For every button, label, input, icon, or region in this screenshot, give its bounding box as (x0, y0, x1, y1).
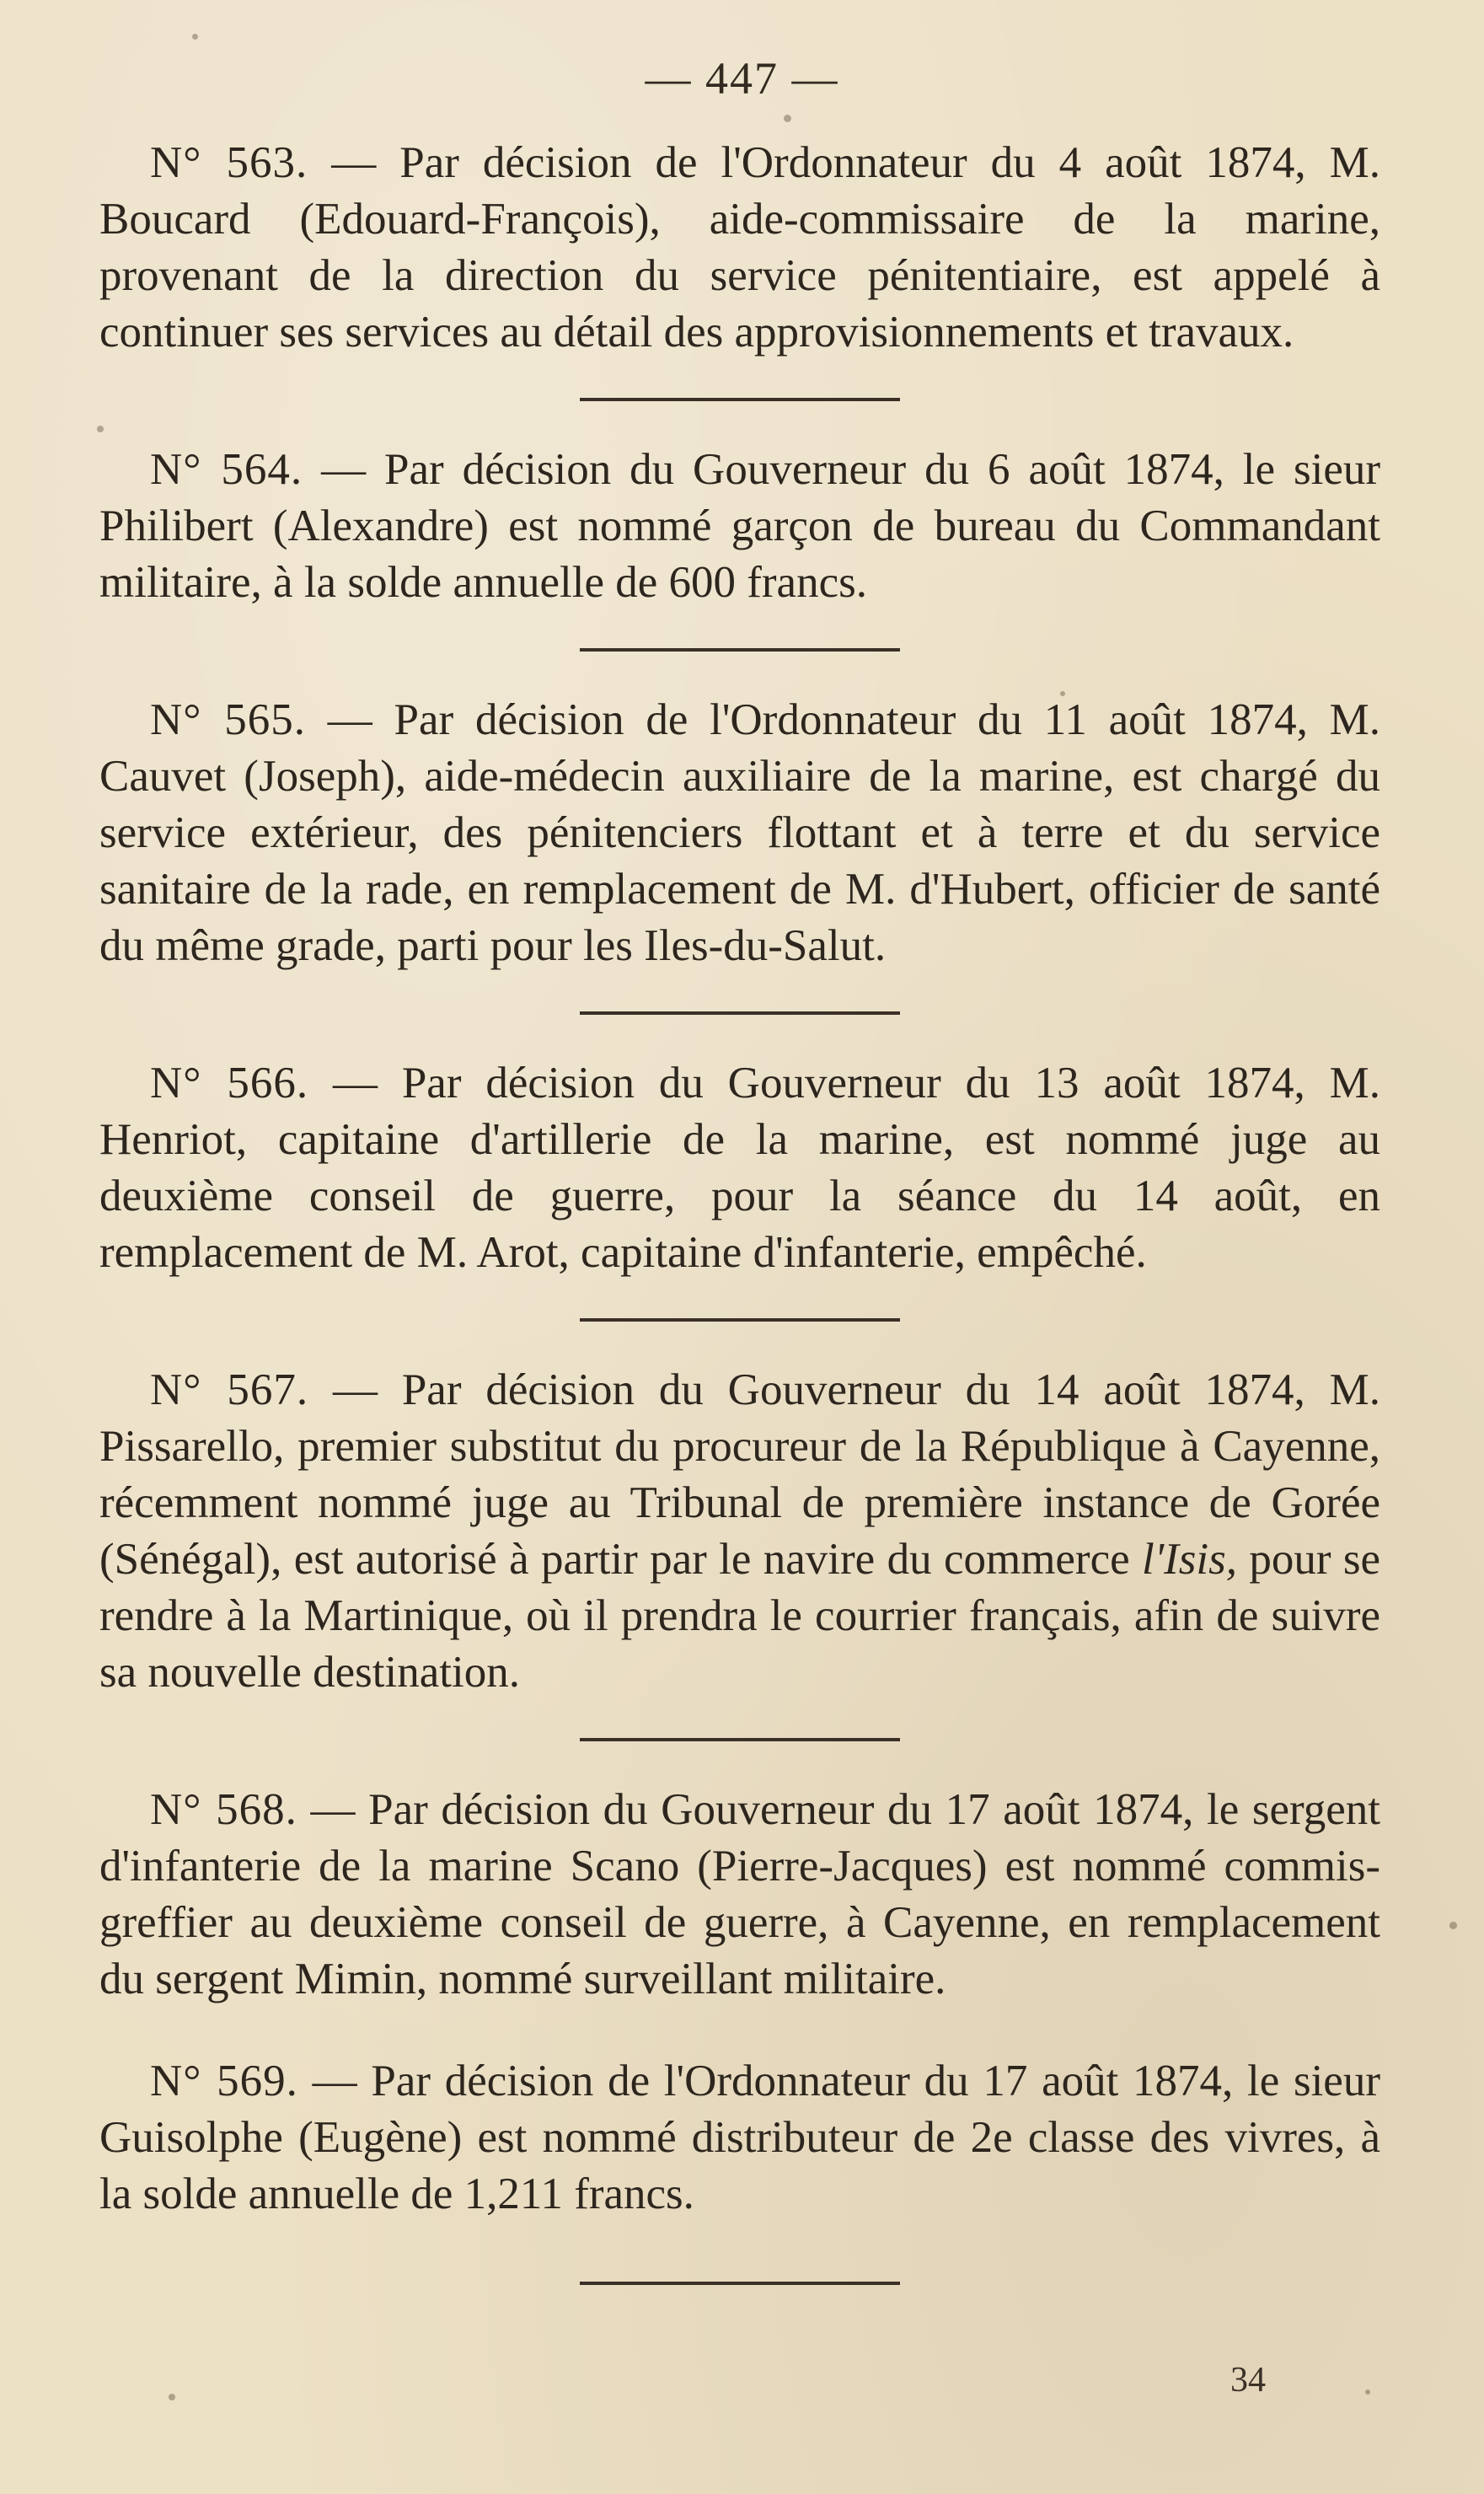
paper-speck (1060, 691, 1065, 696)
entry-text: — Par décision du Gouverneur du 13 août 1874, M. Henriot, capitaine d'artillerie de la marine, est nommé juge au deuxième conseil de guerre, pour la séance du 14 août, en remplacement de M. Arot, capitaine d'infanterie, empêché. (99, 1059, 1380, 1277)
document-body (99, 135, 1380, 2325)
entry-567 (99, 1362, 1380, 1701)
separator-rule (580, 1011, 900, 1015)
separator-rule (580, 398, 900, 401)
separator-rule (580, 1738, 900, 1741)
paper-speck (169, 2394, 175, 2400)
paper-speck (784, 115, 791, 122)
paper-speck (1365, 2389, 1370, 2395)
entry-text: — Par décision du Gouverneur du 17 août 1874, le sergent d'infanterie de la marine Scano (Pierre-Jacques) est nommé commis-greffier au deuxième conseil de guerre, à Cayenne, en remplacement du sergent Mimin, nommé surveillant militaire. (99, 1785, 1380, 2003)
entry-text: — Par décision de l'Ordonnateur du 11 août 1874, M. Cauvet (Joseph), aide-médecin auxiliaire de la marine, est chargé du service extérieur, des pénitenciers flottant et à terre et du service sanitaire de la rade, en remplacement de M. d'Hubert, officier de santé du même grade, parti pour les Iles-du-Salut. (99, 695, 1380, 970)
paper-speck (1449, 1922, 1457, 1929)
separator-rule (580, 1318, 900, 1322)
entry-565 (99, 692, 1380, 974)
entry-text-continued: pour se rendre à la Martinique, où il prendra le courrier français, afin de suivre sa nouvelle destination. (99, 1535, 1380, 1697)
entry-number: N° 568. (150, 1785, 297, 1834)
entry-566 (99, 1055, 1380, 1281)
separator-rule (580, 2282, 900, 2285)
entry-564 (99, 442, 1380, 611)
entry-number: N° 564. (150, 445, 303, 494)
entry-569 (99, 2053, 1380, 2223)
entry-text: — Par décision du Gouverneur du 6 août 1874, le sieur Philibert (Alexandre) est nommé garçon de bureau du Commandant militaire, à la solde annuelle de 600 francs. (99, 445, 1380, 607)
entry-text: — Par décision du Gouverneur du 14 août 1874, M. Pissarello, premier substitut du procureur de la République à Cayenne, récemment nommé juge au Tribunal de première instance de Gorée (Sénégal), est autorisé à partir par le navire du commerce (99, 1365, 1380, 1584)
ship-name: l'Isis, (1142, 1535, 1237, 1584)
paper-speck (192, 34, 198, 40)
signature-mark: 34 (1230, 2361, 1266, 2400)
entry-number: N° 566. (150, 1059, 309, 1108)
entry-text: — Par décision de l'Ordonnateur du 4 août 1874, M. Boucard (Edouard-François), aide-commissaire de la marine, provenant de la direction du service pénitentiaire, est appelé à continuer ses services au détail des approvisionnements et travaux. (99, 138, 1380, 357)
entry-number: N° 563. (150, 138, 308, 187)
separator-rule (580, 648, 900, 652)
entry-563 (99, 135, 1380, 361)
paper-speck (97, 426, 104, 432)
entry-number: N° 565. (150, 695, 306, 744)
entry-568 (99, 1782, 1380, 2008)
page-number: — 447 — (645, 53, 839, 104)
entry-number: N° 569. (150, 2057, 298, 2105)
entry-number: N° 567. (150, 1365, 309, 1414)
entry-text: — Par décision de l'Ordonnateur du 17 août 1874, le sieur Guisolphe (Eugène) est nommé distributeur de 2e classe des vivres, à la solde annuelle de 1,211 francs. (99, 2057, 1380, 2218)
